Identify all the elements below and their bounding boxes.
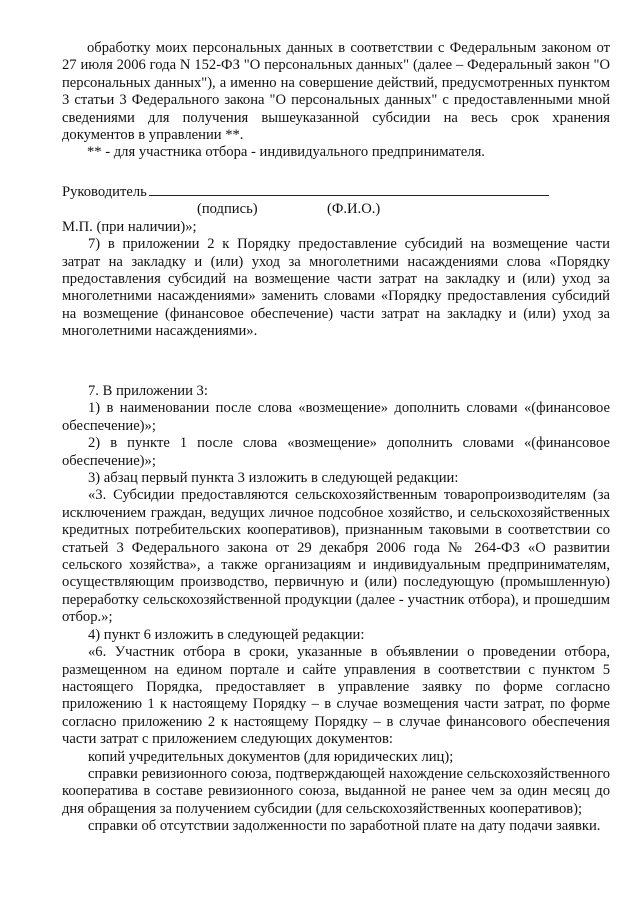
consent-block <box>62 40 610 162</box>
document-item-1: копий учредительных документов (для юридических лиц); <box>88 748 454 765</box>
subitem-1: 1) в наименовании после слова «возмещение» дополнить словами «(финансовое обеспечение)»; <box>62 400 610 434</box>
subitem-2: 2) в пункте 1 после слова «возмещение» дополнить словами «(финансовое обеспечение)»; <box>62 435 610 469</box>
subitem-4: 4) пункт 6 изложить в следующей редакции: <box>88 626 365 643</box>
caption-name: (Ф.И.О.) <box>327 201 381 218</box>
caption-signature: (подпись) <box>197 201 258 218</box>
signature-line <box>149 183 549 196</box>
clause-3: «3. Субсидии предоставляются сельскохозяйственным товаропроизводителям (за исключением граждан, ведущих личное подсобное хозяйство, и сельскохозяйственных кредитных потребительских кооперативов), признанным таковыми в соответствии со статьей 3 Федерального закона от 29 декабря 2006 года № 264-ФЗ «О развитии сельского хозяйства», а также организациям и индивидуальным предпринимателям, осуществляющим производство, первичную и (или) последующую (промышленную) переработку сельскохозяйственной продукции (далее - участник отбора), и прошедшим отбор.»; <box>62 487 610 626</box>
signature-row <box>62 183 610 201</box>
signature-captions <box>62 201 610 218</box>
stamp-note: М.П. (при наличии)»; <box>62 218 197 235</box>
document-item-3: справки об отсутствии задолженности по заработной плате на дату подачи заявки. <box>88 818 601 835</box>
signature-role-label: Руководитель <box>62 184 147 200</box>
consent-paragraph: обработку моих персональных данных в соответствии с Федеральным законом от 27 июля 2006 года N 152-ФЗ "О персональных данных" (далее – Федеральный закон "О персональных данных"), а именно на совершение действий, предусмотренных пунктом 3 статьи 3 Федерального закона "О персональных данных" с предоставленными мной сведениями для получения вышеуказанной субсидии на весь срок хранения документов в управлении **. <box>62 40 610 144</box>
document-item-2: справки ревизионного союза, подтверждающей нахождение сельскохозяйственного кооператива в составе ревизионного союза, выданной не ранее чем за один месяц до дня обращения за получением субсидии (для сельскохозяйственных кооперативов); <box>62 765 610 817</box>
section-appendix-3 <box>62 383 610 836</box>
clause-6: «6. Участник отбора в сроки, указанные в объявлении о проведении отбора, размещенном на едином портале и сайте управления в соответствии с пунктом 5 настоящего Порядка, предоставляет в управление заявку по форме согласно приложению 1 к настоящему Порядку – в случае возмещения части затрат, по форме согласно приложению 2 к настоящему Порядку – в случае финансового обеспечения части затрат с приложением следующих документов: <box>62 644 610 748</box>
signature-block <box>62 183 610 341</box>
item-7-paragraph: 7) в приложении 2 к Порядку предоставление субсидий на возмещение части затрат на закладку и (или) уход за многолетними насаждениями слова «Порядку предоставления субсидий на возмещение части затрат на закладку и (или) уход за многолетними насаждениями» заменить словами «Порядку предоставления субсидий на возмещение (финансовое обеспечение) части затрат на закладку и (или) уход за многолетними насаждениями». <box>62 236 610 340</box>
subitem-3: 3) абзац первый пункта 3 изложить в следующей редакции: <box>88 470 459 487</box>
footnote-paragraph: ** - для участника отбора - индивидуального предпринимателя. <box>87 144 485 161</box>
section-title: 7. В приложении 3: <box>88 383 208 399</box>
